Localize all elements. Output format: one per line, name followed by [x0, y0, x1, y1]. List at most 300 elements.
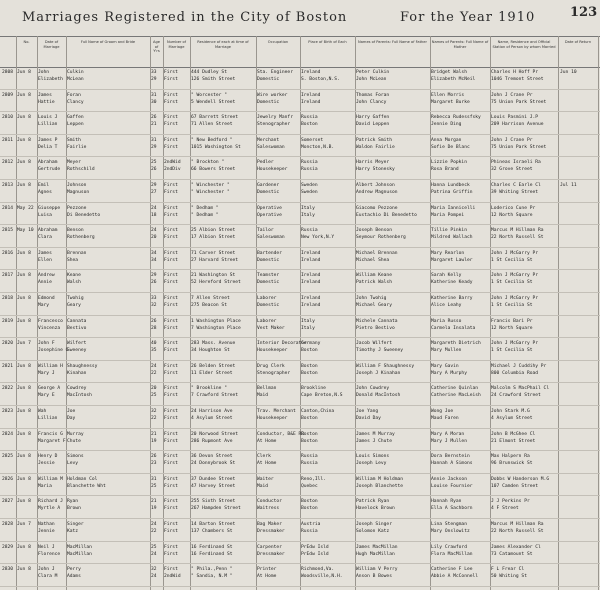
cell-g-first: John J: [38, 567, 55, 573]
cell-g-first: Abraham: [38, 160, 58, 166]
cell-g-last: Benson: [67, 228, 84, 234]
cell-b-first: Clara M: [38, 574, 58, 580]
cell-g-age: 24: [151, 205, 157, 211]
cell-g-num: First: [164, 70, 178, 75]
cell-b-occ: Domestic: [257, 190, 280, 195]
cell-b-first: Ellen: [38, 257, 52, 263]
cell-b-num: 2ndWid: [164, 574, 181, 580]
cell-date: May 10: [17, 228, 34, 234]
cell-b-last: Bestivo: [67, 325, 87, 331]
cell-g-num: First: [164, 273, 178, 279]
cell-g-num: First: [164, 363, 178, 369]
cell-g-res: 1 Washington Place: [191, 318, 241, 324]
cell-b-mother: Katherine Keady: [431, 280, 473, 286]
cell-g-occ: Clerk: [257, 454, 271, 460]
table-row: [0, 225, 600, 248]
cell-date: Jun 8: [17, 499, 31, 505]
cell-g-occ: Gardener: [257, 183, 280, 188]
cell-off1: Dobbs W Handerson M.G: [491, 476, 550, 482]
cell-b-res: 27 Harvard Street: [191, 257, 239, 263]
cell-ret: Jun 10: [560, 70, 577, 75]
cell-b-age: 26: [151, 167, 157, 173]
cell-b-father: Joseph Levy: [356, 461, 387, 467]
cell-b-occ: Saleswoman: [257, 144, 285, 150]
cell-g-occ: Wire worker: [257, 92, 288, 98]
cell-b-last: Chute: [67, 438, 81, 444]
cell-g-first: William M: [38, 476, 63, 482]
cell-b-first: Gertrude: [38, 167, 61, 173]
cell-b-occ: Domestic: [257, 257, 280, 263]
cell-b-res: 52 Hereford Street: [191, 280, 241, 286]
cell-g-occ: Printer: [257, 567, 277, 573]
cell-g-birth: Italy: [301, 318, 315, 324]
cell-off2: 75 Union Park Street: [491, 144, 547, 150]
cell-b-first: Vincenza: [38, 325, 61, 331]
cell-g-age: 31: [151, 137, 157, 143]
cell-date: Jun 8: [17, 137, 31, 143]
cell-off2: 4 Asylum Street: [491, 416, 533, 421]
cell-b-last: Sweeney: [67, 348, 87, 354]
cell-g-mother: Maria Russo: [431, 318, 462, 324]
cell-g-age: 25: [151, 544, 157, 550]
table-row: [0, 406, 600, 429]
cell-g-mother: Bridget Walsh: [431, 70, 467, 75]
cell-b-occ: Waitress: [257, 506, 280, 512]
cell-b-father: Joseph J Kinahan: [356, 370, 401, 376]
cell-g-num: First: [164, 341, 178, 347]
cell-g-first: Wah: [38, 409, 47, 414]
cell-b-mother: Maud Faren: [431, 416, 459, 421]
cell-b-first: Annie: [38, 280, 52, 286]
cell-g-birth: Brookline: [301, 386, 326, 392]
cell-b-occ: At Home: [257, 574, 277, 580]
cell-b-birth: Boston: [301, 370, 318, 376]
cell-b-last: Adams: [67, 574, 81, 580]
cell-g-father: Joe Yang: [356, 409, 379, 414]
cell-g-first: Louis J: [38, 115, 58, 121]
cell-b-father: Anson B Bowes: [356, 574, 392, 580]
cell-date: Jun 7: [17, 522, 31, 527]
cell-g-father: William V Perry: [356, 567, 398, 573]
cell-b-father: Waldon Fairlie: [356, 144, 395, 150]
cell-g-num: First: [164, 567, 178, 573]
cell-no: 2826: [2, 476, 14, 482]
table-row: [0, 90, 600, 113]
cell-b-last: MacIntosh: [67, 393, 92, 399]
cell-b-mother: Carmela Insalata: [431, 325, 476, 331]
cell-b-mother: Mary Mullen: [431, 348, 462, 354]
cell-off2: 22 North Russell St: [491, 529, 544, 534]
cell-off2: 39 Whiting Street: [491, 190, 539, 195]
cell-g-mother: Catherine F Lee: [431, 567, 473, 573]
cell-b-first: Delia T: [38, 144, 58, 150]
cell-g-last: Johnson: [67, 183, 87, 188]
cell-b-age: 27: [151, 190, 157, 195]
cell-b-first: Maria: [38, 483, 52, 489]
cell-g-birth: Boston: [301, 499, 318, 505]
cell-b-occ: Dressmaker: [257, 529, 285, 534]
cell-b-occ: Domestic: [257, 303, 280, 308]
cell-g-num: First: [164, 522, 178, 527]
cell-g-age: 34: [151, 250, 157, 256]
cell-b-occ: Maid: [257, 483, 269, 489]
cell-g-birth: Boston: [301, 431, 318, 437]
cell-no: 2824: [2, 431, 14, 437]
cell-g-last: Gaffen: [67, 115, 84, 121]
cell-g-last: Simons: [67, 454, 84, 460]
cell-date: Jun 8: [17, 160, 31, 166]
cell-b-res: 4 Asylum Street: [191, 416, 233, 421]
cell-off2: 800 Columbia Road: [491, 370, 539, 376]
cell-b-father: Andrew Magnuson: [356, 190, 398, 195]
cell-b-res: " Dedham ": [191, 212, 219, 218]
cell-b-father: Seymour Rothenberg: [356, 235, 406, 241]
cell-b-occ: Domestic: [257, 77, 280, 82]
cell-off1: John Stark M.G: [491, 409, 530, 414]
cell-b-birth: Boston: [301, 438, 318, 444]
cell-no: 2818: [2, 296, 14, 301]
cell-date: Jun 7: [17, 341, 31, 347]
cell-g-num: First: [164, 318, 178, 324]
cell-b-last: Clancy: [67, 99, 84, 105]
page-number: 123: [570, 5, 598, 20]
cell-date: Jun 8: [17, 409, 31, 414]
cell-no: 2816: [2, 250, 14, 256]
cell-b-res: 1015 Washington St: [191, 144, 241, 150]
cell-no: 2810: [2, 115, 14, 121]
cell-b-father: David Leppen: [356, 122, 390, 128]
cell-b-father: John Clancy: [356, 99, 387, 105]
cell-g-res: 255 Sixth Street: [191, 499, 236, 505]
cell-b-birth: Boston: [301, 506, 318, 512]
cell-g-age: 24: [151, 363, 157, 369]
cell-g-age: 29: [151, 273, 157, 279]
cell-b-first: Myrtle A: [38, 506, 61, 512]
cell-g-num: First: [164, 183, 178, 188]
cell-g-mother: Rebecca Rudessfsky: [431, 115, 481, 121]
column-header: Names of Parents: Full Name of Mother: [431, 40, 489, 49]
cell-g-mother: Dora Bernstein: [431, 454, 470, 460]
cell-b-res: 7 Crawford Street: [191, 393, 239, 399]
cell-g-first: Francis G: [38, 431, 63, 437]
cell-g-first: Nathan: [38, 522, 55, 527]
cell-b-age: 35: [151, 348, 157, 354]
cell-off2: 1046 Tremont Street: [491, 77, 544, 82]
cell-off2: 96 Brunswick St: [491, 461, 533, 467]
cell-g-mother: Mary Gavin: [431, 363, 459, 369]
cell-g-mother: Wong Joe: [431, 409, 454, 414]
cell-b-first: Jennie: [38, 529, 55, 534]
cell-no: 2813: [2, 183, 14, 188]
cell-g-res: " Brockton ": [191, 160, 225, 166]
cell-off1: Francis Bari Pr: [491, 318, 533, 324]
cell-b-occ: Housekeeper: [257, 416, 288, 421]
cell-b-first: Jessie: [38, 461, 55, 467]
cell-b-num: First: [164, 77, 178, 82]
cell-g-father: Patrick Smith: [356, 137, 392, 143]
cell-b-mother: Maria Pompei: [431, 212, 465, 218]
cell-g-birth: Italy: [301, 205, 315, 211]
cell-g-res: " Winchester ": [191, 183, 230, 188]
cell-b-num: First: [164, 348, 178, 354]
cell-b-birth: Italy: [301, 325, 315, 331]
cell-off1: Marcus M Hillman Ra: [491, 522, 544, 527]
cell-g-mother: Margareth Dietrich: [431, 341, 481, 347]
table-row: [0, 338, 600, 361]
cell-g-res: 283 Mass. Avenue: [191, 341, 236, 347]
cell-g-first: John: [38, 70, 50, 75]
cell-g-age: 21: [151, 499, 157, 505]
cell-b-age: 23: [151, 461, 157, 467]
cell-g-mother: Katherine Barry: [431, 296, 473, 301]
cell-off2: 22 North Russell St: [491, 235, 544, 241]
cell-off2: 107 Camden Street: [491, 483, 539, 489]
cell-g-father: Giacomo Pezzone: [356, 205, 398, 211]
cell-b-father: Hugh MacMillan: [356, 551, 395, 557]
cell-b-occ: At Home: [257, 461, 277, 467]
cell-g-father: John Cowdrey: [356, 386, 390, 392]
cell-b-mother: Mary A Murphy: [431, 370, 467, 376]
cell-g-birth: Ireland: [301, 296, 321, 301]
cell-g-res: 14 Barton Street: [191, 522, 236, 527]
cell-g-father: James MacMillan: [356, 544, 398, 550]
cell-b-num: First: [164, 461, 178, 467]
table-row: [0, 542, 600, 565]
cell-g-mother: Tillie Pinkin: [431, 228, 467, 234]
cell-b-num: First: [164, 529, 178, 534]
table-row: [0, 429, 600, 452]
table-row: [0, 157, 600, 180]
cell-b-birth: Ireland: [301, 257, 321, 263]
cell-g-mother: Catherine Quinlan: [431, 386, 479, 392]
table-row: [0, 519, 600, 542]
cell-g-occ: Laborer: [257, 296, 277, 301]
cell-no: 2812: [2, 160, 14, 166]
cell-g-first: William H: [38, 363, 63, 369]
cell-g-num: First: [164, 409, 178, 414]
cell-g-birth: Reno,Ill.: [301, 476, 326, 482]
cell-g-mother: Ellen Morris: [431, 92, 465, 98]
cell-b-father: Eustachio Di Benedetto: [356, 212, 417, 218]
cell-b-last: Rothschild: [67, 167, 95, 173]
cell-g-res: 71 Carver Street: [191, 250, 236, 256]
register-header: [0, 0, 600, 34]
cell-g-birth: Somerset: [301, 137, 324, 143]
table-row: [0, 474, 600, 497]
cell-b-res: 7 Washington Place: [191, 325, 241, 331]
register-year: For the Year 1910: [400, 10, 536, 25]
cell-off2: 73 Catamount St: [491, 551, 533, 557]
cell-g-father: Michele Cannata: [356, 318, 398, 324]
cell-date: Jun 8: [17, 70, 31, 75]
cell-g-last: Foran: [67, 92, 81, 98]
cell-g-num: First: [164, 92, 178, 98]
cell-off2: 1 St Cecilia St: [491, 280, 533, 286]
cell-b-num: 2ndDiv: [164, 167, 181, 173]
cell-b-first: Clara: [38, 235, 52, 241]
cell-g-first: Francesco: [38, 318, 63, 324]
cell-b-birth: Cape Breton,N.S: [301, 393, 343, 399]
cell-g-res: " Phila.,Penn ": [191, 567, 233, 573]
cell-g-birth: Ireland: [301, 250, 321, 256]
cell-b-last: Shea: [67, 257, 79, 263]
table-row: [0, 316, 600, 339]
cell-g-num: 2ndWid: [164, 160, 181, 166]
cell-g-num: First: [164, 476, 178, 482]
cell-g-occ: Interior Decorator: [257, 341, 307, 347]
cell-date: Jun 8: [17, 363, 31, 369]
cell-b-res: 24 Donnybrook St: [191, 461, 236, 467]
cell-off1: John J Crane Pr: [491, 137, 533, 143]
cell-g-first: Andrew: [38, 273, 55, 279]
cell-no: 2809: [2, 92, 14, 98]
cell-g-last: Ryan: [67, 499, 79, 505]
cell-g-res: 36 Devon Street: [191, 454, 233, 460]
cell-b-last: Katz: [67, 529, 79, 534]
cell-b-father: James J Chute: [356, 438, 392, 444]
cell-b-num: First: [164, 144, 178, 150]
table-row: [0, 203, 600, 226]
cell-g-father: Jacob Wilfert: [356, 341, 392, 347]
cell-b-mother: Elizabeth McNeil: [431, 77, 476, 82]
cell-no: 2822: [2, 386, 14, 392]
cell-g-age: 26: [151, 115, 157, 121]
cell-off2: 12 North Square: [491, 325, 533, 331]
cell-b-father: Timothy J Sweeney: [356, 348, 404, 354]
cell-date: Jun 8: [17, 567, 31, 573]
cell-b-age: 25: [151, 393, 157, 399]
cell-b-res: 137 Chambers St: [191, 529, 233, 534]
cell-date: Jun 8: [17, 454, 31, 460]
cell-off2: 4 F Street: [491, 506, 519, 512]
cell-b-first: Lillian: [38, 122, 58, 128]
cell-no: 2814: [2, 205, 14, 211]
cell-g-res: 67 Barrett Street: [191, 115, 239, 121]
cell-b-num: First: [164, 370, 178, 376]
cell-g-father: Peter Culkin: [356, 70, 390, 75]
cell-g-mother: Maria Iannicelli: [431, 205, 476, 211]
cell-b-last: Magnuson: [67, 190, 90, 195]
cell-b-age: 24: [151, 551, 157, 557]
table-row: [0, 112, 600, 135]
register-title: Marriages Registered in the City of Boston: [22, 10, 348, 25]
cell-b-mother: Catherine MacLeish: [431, 393, 481, 399]
cell-off1: Charles C Earle Cl: [491, 183, 541, 188]
cell-b-last: Brown: [67, 506, 81, 512]
column-header: Name, Residence and Official Station of Person by whom Married: [492, 40, 556, 49]
cell-b-age: 29: [151, 144, 157, 150]
table-row: [0, 383, 600, 406]
cell-b-first: Hattie: [38, 99, 55, 105]
cell-g-age: 26: [151, 454, 157, 460]
cell-off2: 75 Union Park Street: [491, 99, 547, 105]
cell-b-age: 22: [151, 370, 157, 376]
cell-b-first: Luisa: [38, 212, 52, 218]
cell-b-num: First: [164, 280, 178, 286]
cell-off2: 24 Crawford Street: [491, 393, 541, 399]
cell-b-occ: At Home: [257, 438, 277, 444]
table-row: [0, 496, 600, 519]
cell-g-occ: Bellman: [257, 386, 277, 392]
cell-g-father: Louis Simons: [356, 454, 390, 460]
cell-b-occ: Housekeeper: [257, 167, 288, 173]
cell-g-occ: Drug Clerk: [257, 363, 285, 369]
cell-b-first: Margaret F: [38, 438, 66, 444]
cell-g-first: James: [38, 92, 52, 98]
cell-g-age: 40: [151, 341, 157, 347]
cell-g-res: 37 Dundee Street: [191, 476, 236, 482]
table-row: [0, 180, 600, 203]
cell-b-age: 22: [151, 416, 157, 421]
cell-no: 2821: [2, 363, 14, 369]
cell-g-occ: Sta. Engineer: [257, 70, 293, 75]
cell-b-mother: Rosa Brand: [431, 167, 459, 173]
cell-date: Jun 8: [17, 183, 31, 188]
column-header: Names of Parents: Full Name of Father: [358, 40, 427, 44]
cell-b-father: John McLean: [356, 77, 387, 82]
cell-b-first: Josephine G: [38, 348, 69, 354]
cell-b-occ: Domestic: [257, 280, 280, 286]
cell-g-birth: Russia: [301, 228, 318, 234]
cell-b-age: 18: [151, 212, 157, 218]
cell-off1: John J Crane Pr: [491, 92, 533, 98]
cell-b-last: Day: [67, 416, 76, 421]
cell-b-res: " Winchester ": [191, 190, 230, 195]
column-header: Full Name of Groom and Bride: [80, 40, 136, 44]
cell-b-last: McLean: [67, 77, 84, 82]
cell-b-mother: Flora MacMillan: [431, 551, 473, 557]
table-row: [0, 293, 600, 316]
cell-g-birth: Richmond,Va.: [301, 567, 335, 573]
cell-date: Jun 8: [17, 115, 31, 121]
cell-g-last: Joe: [67, 409, 76, 414]
cell-b-num: First: [164, 190, 178, 195]
cell-g-res: 25 Albion Street: [191, 228, 236, 234]
cell-g-num: First: [164, 115, 178, 121]
cell-date: Jun 8: [17, 296, 31, 301]
cell-b-father: David Day: [356, 416, 381, 421]
cell-b-age: 20: [151, 235, 157, 241]
cell-off1: Charles H Hoff Pr: [491, 70, 539, 75]
cell-date: Jun 8: [17, 318, 31, 324]
cell-g-first: Giuseppe: [38, 205, 61, 211]
cell-off2: 1 St Cecilia St: [491, 303, 533, 308]
cell-g-occ: Conductor, B&E RR: [257, 431, 305, 437]
cell-b-num: First: [164, 122, 178, 128]
cell-g-last: Cannata: [67, 318, 87, 324]
cell-b-num: First: [164, 506, 178, 512]
cell-b-birth: Quebec: [301, 483, 318, 489]
cell-b-birth: Boston: [301, 416, 318, 421]
cell-b-num: First: [164, 551, 178, 557]
cell-g-mother: Mary Rearlon: [431, 250, 465, 256]
cell-b-res: 267 Hampden Street: [191, 506, 241, 512]
cell-off1: Michael J Cuddihy Pr: [491, 363, 547, 369]
cell-b-res: 66 Bowers Street: [191, 167, 236, 173]
cell-b-mother: Abbie A McConnell: [431, 574, 479, 580]
cell-g-occ: Bag Maker: [257, 522, 282, 527]
cell-b-age: 32: [151, 303, 157, 308]
table-row: [0, 67, 600, 90]
column-header: Place of Birth of Each: [308, 40, 347, 44]
cell-g-birth: Boston: [301, 363, 318, 369]
cell-g-mother: Lizzie Popkin: [431, 160, 467, 166]
cell-g-res: 26 Belden Street: [191, 363, 236, 369]
table-row: [0, 451, 600, 474]
table-row: [0, 361, 600, 384]
column-header: Age of Y'rs: [153, 40, 160, 54]
cell-g-res: 21 Washington St: [191, 273, 236, 279]
